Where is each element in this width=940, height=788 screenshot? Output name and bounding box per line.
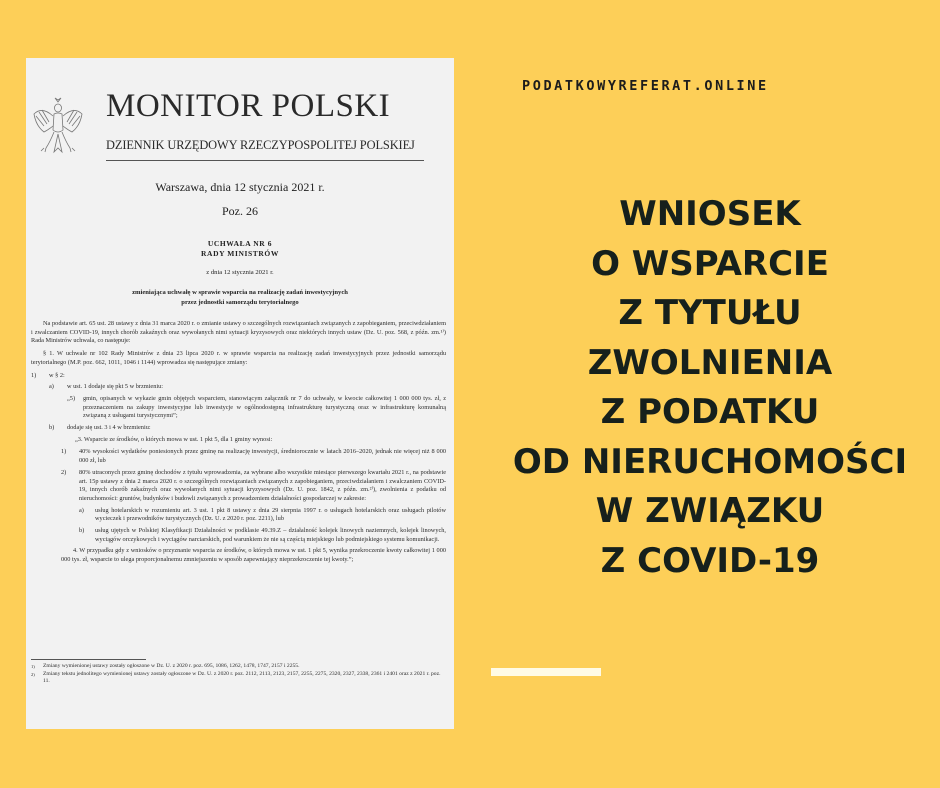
list-number: 1): [31, 371, 37, 379]
list-text: dodaje się ust. 3 i 4 w brzmieniu:: [67, 424, 151, 432]
list-item-1: [31, 372, 446, 381]
act-title-line2: RADY MINISTRÓW: [201, 249, 279, 258]
list-number: a): [49, 383, 54, 391]
list-item-1a: [31, 383, 446, 392]
headline-line: W ZWIĄZKU: [595, 491, 825, 531]
list-number: b): [49, 424, 55, 432]
footnote-divider: [31, 659, 146, 660]
list-number: „5): [67, 394, 76, 402]
site-label: PODATKOWYREFERAT.ONLINE: [522, 78, 769, 94]
list-item-ust3-1: [31, 448, 446, 465]
footnotes: [31, 663, 446, 686]
publication-title: MONITOR POLSKI: [106, 88, 391, 124]
paragraph-1: § 1. W uchwale nr 102 Rady Ministrów z dnia 23 lipca 2020 r. w sprawie wsparcia na realizację zadań inwestycyjnych przez jednostki samorządu terytorialnego (M.P. poz. 662, 1011, 1046 i 1144) wprowadza się następujące zmiany:: [31, 350, 446, 366]
list-text: usług hotelarskich w rozumieniu art. 3 ust. 1 pkt 8 ustawy z dnia 29 sierpnia 1997 r. o usługach hotelarskich oraz usługach pilotów wycieczek i przewodników turystycznych (Dz. U. z 2020 r. poz. 2211), lub: [95, 506, 446, 523]
list-number: a): [79, 506, 84, 514]
list-item-1b: [31, 424, 446, 433]
headline-line: O WSPARCIE: [591, 243, 829, 284]
monitor-polski-document: [26, 58, 454, 729]
act-title-line1: UCHWAŁA NR 6: [207, 239, 273, 248]
headline-line: ZWOLNIENIA: [587, 342, 833, 383]
footnote-mark: 1): [31, 664, 35, 669]
document-body: [31, 320, 446, 569]
list-text: w ust. 1 dodaje się pkt 5 w brzmieniu:: [67, 383, 164, 391]
list-item-ust3-2: [31, 469, 446, 504]
list-text: usług ujętych w Polskiej Klasyfikacji Działalności w podklasie 49.39.Z – działalność kolejek linowych naziemnych, kolejek linowych, wyciągów orczykowych i wyciągów narciarskich, pod warunkiem że nie są częścią miejskiego lub podmiejskiego systemu komunikacji.: [95, 527, 446, 543]
place-date: Warszawa, dnia 12 stycznia 2021 r.: [155, 180, 325, 194]
list-number: b): [79, 527, 85, 535]
headline-line: OD NIERUCHOMOŚCI: [512, 441, 908, 482]
position-number: Poz. 26: [222, 204, 258, 218]
act-subject-line1: zmieniająca uchwałę w sprawie wsparcia na realizację zadań inwestycyjnych: [132, 289, 348, 296]
ust-4: 4. W przypadku gdy z wniosków o przyznanie wsparcia ze środków, o których mowa w ust. 1 pkt 5, wynika przekroczenie kwoty całkowitej 1 000 000 tys. zł, wsparcie to ulega proporcjonalnemu zmniejszeniu w sposób zapewniający nieprzekroczenie tej kwoty.”;: [61, 547, 446, 564]
act-subject: [26, 288, 454, 307]
list-number: 2): [61, 468, 67, 476]
footnote-1: [31, 663, 446, 671]
headline: [480, 190, 940, 586]
list-number: 1): [61, 448, 67, 456]
headline-line: WNIOSEK: [619, 194, 801, 234]
list-item-1a-5: [31, 395, 446, 421]
accent-bar: [491, 668, 601, 676]
footnote-text: Zmiany wymienionej ustawy zostały ogłoszone w Dz. U. z 2020 r. poz. 695, 1086, 1262, 1478, 1747, 2157 i 2255.: [43, 663, 300, 669]
list-item-ust3-2b: [31, 527, 446, 544]
act-title: [26, 239, 454, 259]
preamble: Na podstawie art. 65 ust. 28 ustawy z dnia 31 marca 2020 r. o zmianie ustawy o szczególnych rozwiązaniach związanych z zapobieganiem, przeciwdziałaniem i zwalczaniem COVID-19, innych chorób zakaźnych oraz wywołanych nimi sytuacji kryzysowych oraz niektórych innych ustaw (Dz. U. poz. 568, z późn. zm.¹⁾) Rada Ministrów uchwala, co następuje:: [31, 320, 446, 345]
footnote-mark: 2): [31, 671, 35, 677]
ust-3-intro: „3. Wsparcie ze środków, o których mowa w ust. 1 pkt 5, dla 1 gminy wynosi:: [75, 435, 273, 443]
act-date: z dnia 12 stycznia 2021 r.: [206, 269, 274, 276]
headline-line: Z COVID-19: [600, 540, 820, 581]
publication-subtitle: DZIENNIK URZĘDOWY RZECZYPOSPOLITEJ POLSKIEJ: [106, 138, 415, 152]
header-divider: [106, 160, 424, 161]
polish-eagle-emblem-icon: [32, 96, 84, 156]
headline-line: Z PODATKU: [600, 392, 820, 432]
footnote-2: [31, 671, 446, 686]
headline-line: Z TYTUŁU: [618, 293, 802, 333]
list-text: gmin, opisanych w wykazie gmin objętych wsparciem, stanowiącym załącznik nr 7 do uchwały, w kwocie całkowitej 1 000 000 tys. zł, z przeznaczeniem na zakupy inwestycyjne lub inwestycje w ogólnodostępną infrastrukturę turystyczną oraz w infrastrukturę komunalną związaną z usługami turystycznymi”;: [83, 394, 446, 420]
list-text: 40% wysokości wydatków poniesionych przez gminę na realizację inwestycji, średniorocznie w latach 2016–2020, jednak nie więcej niż 8 000 000 zł, lub: [79, 448, 446, 465]
list-text: 80% utraconych przez gminę dochodów z tytułu wprowadzenia, za wybrane albo wszystkie miesiące pierwszego kwartału 2021 r., na podstawie art. 15p ustawy z dnia 2 marca 2020 r. o szczególnych rozwiązaniach związanych z zapobieganiem, przeciwdziałaniem i zwalczaniem COVID-19, innych chorób zakaźnych oraz wywołanych nimi sytuacji kryzysowych (Dz. U. poz. 1842, z późn. zm.²⁾), zwolnienia z podatku od nieruchomości: gruntów, budynków i budowli związanych z prowadzeniem działalności gospodarczej w zakresie:: [79, 468, 446, 502]
footnote-text: Zmiany tekstu jednolitego wymienionej ustawy zostały ogłoszone w Dz. U. z 2020 r. poz. 2112, 2113, 2123, 2157, 2255, 2275, 2320, 2327, 2338, 2361 i 2401 oraz z 2021 r. poz. 11.: [43, 670, 441, 684]
act-subject-line2: przez jednostki samorządu terytorialnego: [181, 298, 299, 306]
list-item-ust3-2a: [31, 507, 446, 524]
list-text: w § 2:: [49, 371, 65, 379]
